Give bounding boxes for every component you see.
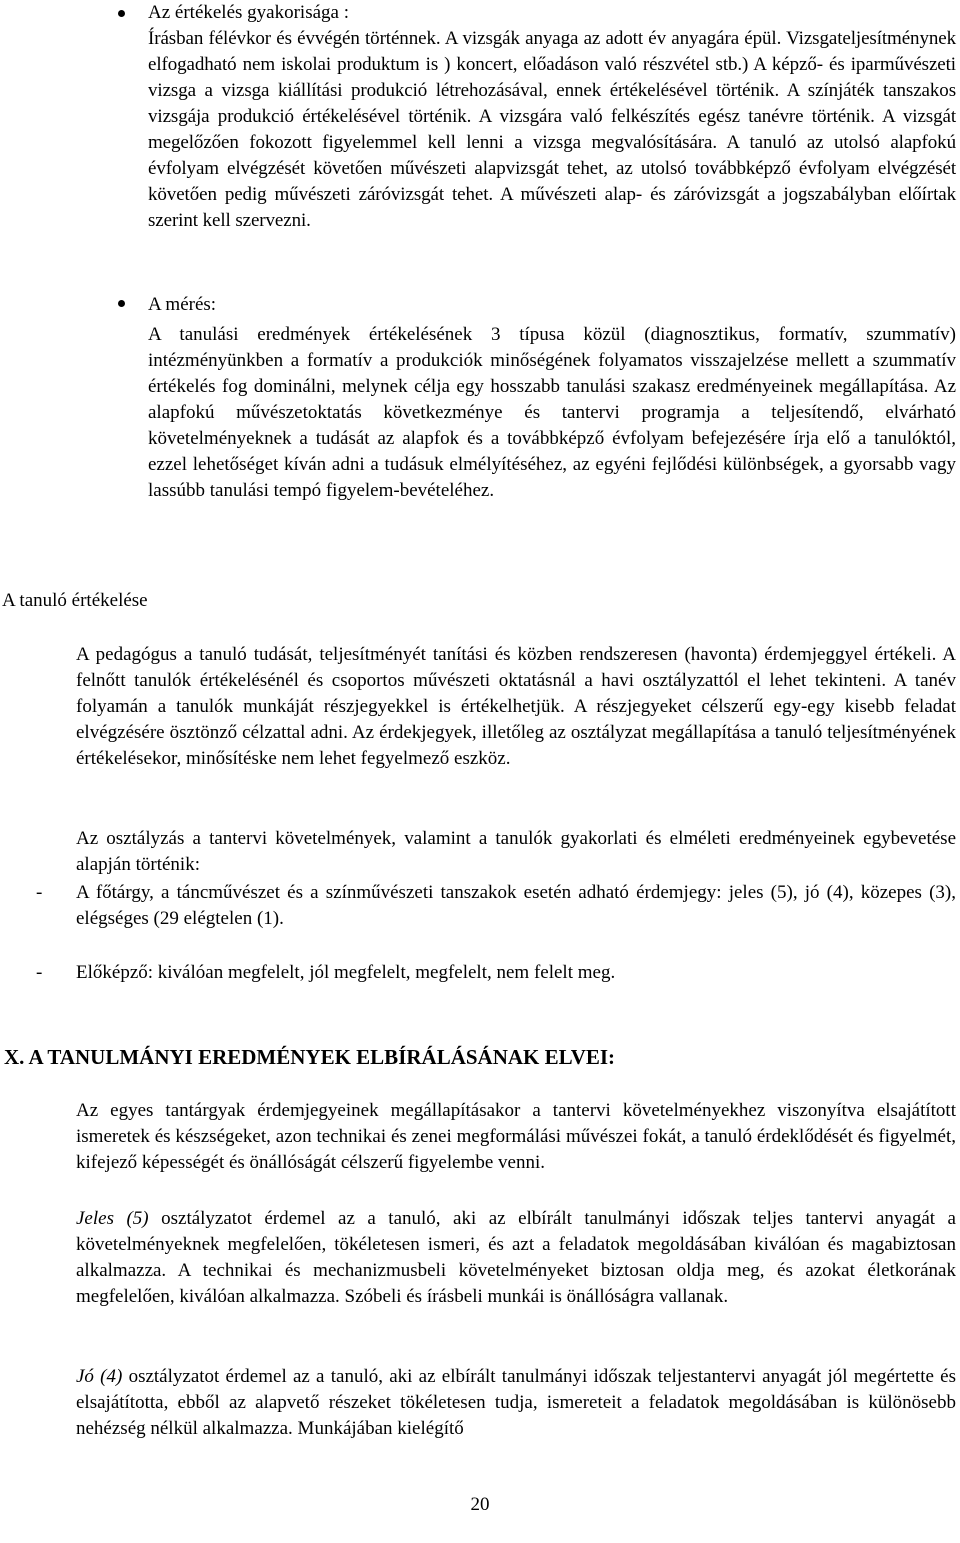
paragraph-criteria: Az egyes tantárgyak érdemjegyeinek megállapításakor a tantervi követelményekhez viszonyítva elsajátított ismeretek és készségeket, azon technikai és zenei megformálási művészei fokát, a tanuló érdeklődését és figyelmét, kifejező képességét és önállóságát célszerű figyelembe venni. xyxy=(76,1100,956,1173)
bullet-icon xyxy=(118,10,125,17)
grade-description: osztályzatot érdemel az a tanuló, aki az elbírált tanulmányi időszak teljes tantervi anyagát a követelményeknek megfelelően, tökéletesen ismeri, és azt a feladatok megoldásában kiválóan és magabiztosan alkalmazza. A technikai és mechanizmusbeli követelményeket biztosan oldja meg, és azokat életkorának megfelelően, kiválóan alkalmazza. Szóbeli és írásbeli munkái is önállóságra vallanak. xyxy=(76,1208,956,1307)
dash-item-preparatory: Előképző: kiválóan megfelelt, jól megfelelt, megfelelt, nem felelt meg. xyxy=(76,962,616,983)
grade-term: Jeles (5) xyxy=(76,1208,149,1229)
section-heading: X. A TANULMÁNYI EREDMÉNYEK ELBÍRÁLÁSÁNAK ELVEI: xyxy=(4,1045,616,1069)
paragraph-grade-excellent xyxy=(76,1206,956,1310)
bullet-item-measurement xyxy=(148,292,956,504)
grade-term: Jó (4) xyxy=(76,1366,123,1387)
paragraph-grading: A pedagógus a tanuló tudását, teljesítményét tanítási és közben rendszeresen (havonta) érdemjeggyel értékeli. A felnőtt tanulók értékelésénél és csoportos művészeti oktatásnál a havi osztályzattól el lehet tekinteni. A tanév folyamán a tanulók munkáját részjegyekkel is értékelhetjük. A részjegyeket célszerű egy-egy kisebb feladat elvégzésére ösztönző célzattal adni. Az érdekjegyek, illetőleg az osztályzat megállapítása a tanuló teljesítményének értékelésekor, minősítéske nem lehet fegyelmező eszköz. xyxy=(76,644,956,769)
bullet-icon xyxy=(118,300,125,307)
section-label: A tanuló értékelése xyxy=(2,590,148,611)
bullet-title: Az értékelés gyakorisága : xyxy=(148,2,349,23)
grade-description: osztályzatot érdemel az a tanuló, aki az elbírált tanulmányi időszak teljestantervi anyagát jól megértette és elsajátította, ebből az alapvető részeket tökéletesen tudja, ismereteit a feladatok megoldásában is különösebb nehézség nélkül alkalmazza. Munkájában kielégítő xyxy=(76,1366,956,1439)
dash-marker: - xyxy=(36,882,43,903)
dash-marker: - xyxy=(36,962,43,983)
bullet-item-frequency xyxy=(148,0,956,234)
paragraph-grade-good xyxy=(76,1364,956,1442)
dash-item-main-subject: A főtárgy, a táncművészet és a színművészeti tanszakok esetén adható érdemjegy: jeles (5), jó (4), közepes (3), elégséges (29 elégtelen (1). xyxy=(76,882,956,929)
paragraph-classification: Az osztályzás a tantervi követelmények, valamint a tanulók gyakorlati és elméleti eredményeinek egybevetése alapján történik: xyxy=(76,828,956,875)
bullet-body: A tanulási eredmények értékelésének 3 típusa közül (diagnosztikus, formatív, szummatív) intézményünkben a formatív a produkciók minőségének folyamatos visszajelzése mellett a szummatív értékelés fog dominálni, melynek célja egy hosszabb tanulási szakasz eredményeinek megállapítása. Az alapfokú művészetoktatás következménye és tantervi programja a teljesítendő, elvárható követelményeknek a tudását az alapfok és a továbbképző évfolyam befejezésére írja elő a tanulóktól, ezzel lehetőséget kíván adni a tudásuk elmélyítéséhez, az egyéni fejlődési különbségek, a gyorsabb vagy lassúbb tanulási tempó figyelem-bevételéhez. xyxy=(148,324,956,501)
bullet-title: A mérés: xyxy=(148,294,217,315)
page-number: 20 xyxy=(470,1494,490,1515)
bullet-body: Írásban félévkor és évvégén történnek. A vizsgák anyaga az adott év anyagára épül. Vizsgateljesítménynek elfogadható nem iskolai produktum is ) koncert, előadáson való részvétel stb.) A képző- és iparművészeti vizsga a vizsga kiállítási produkció létrehozásával, ennek értékelésével történik. A színjáték tanszakos vizsgája produkció értékelésével történik. A vizsgára való felkészítés egész tanévre történik. A vizsgát megelőzően fokozott figyelemmel kell lenni a vizsga megvalósítására. A tanuló az utolsó alapfokú évfolyam elvégzését követően művészeti alapvizsgát tehet, az utolsó továbbképző évfolyam elvégzését követően pedig művészeti záróvizsgát tehet. A művészeti alap- és záróvizsgát a jogszabályban előírtak szerint kell szervezni. xyxy=(148,28,956,231)
